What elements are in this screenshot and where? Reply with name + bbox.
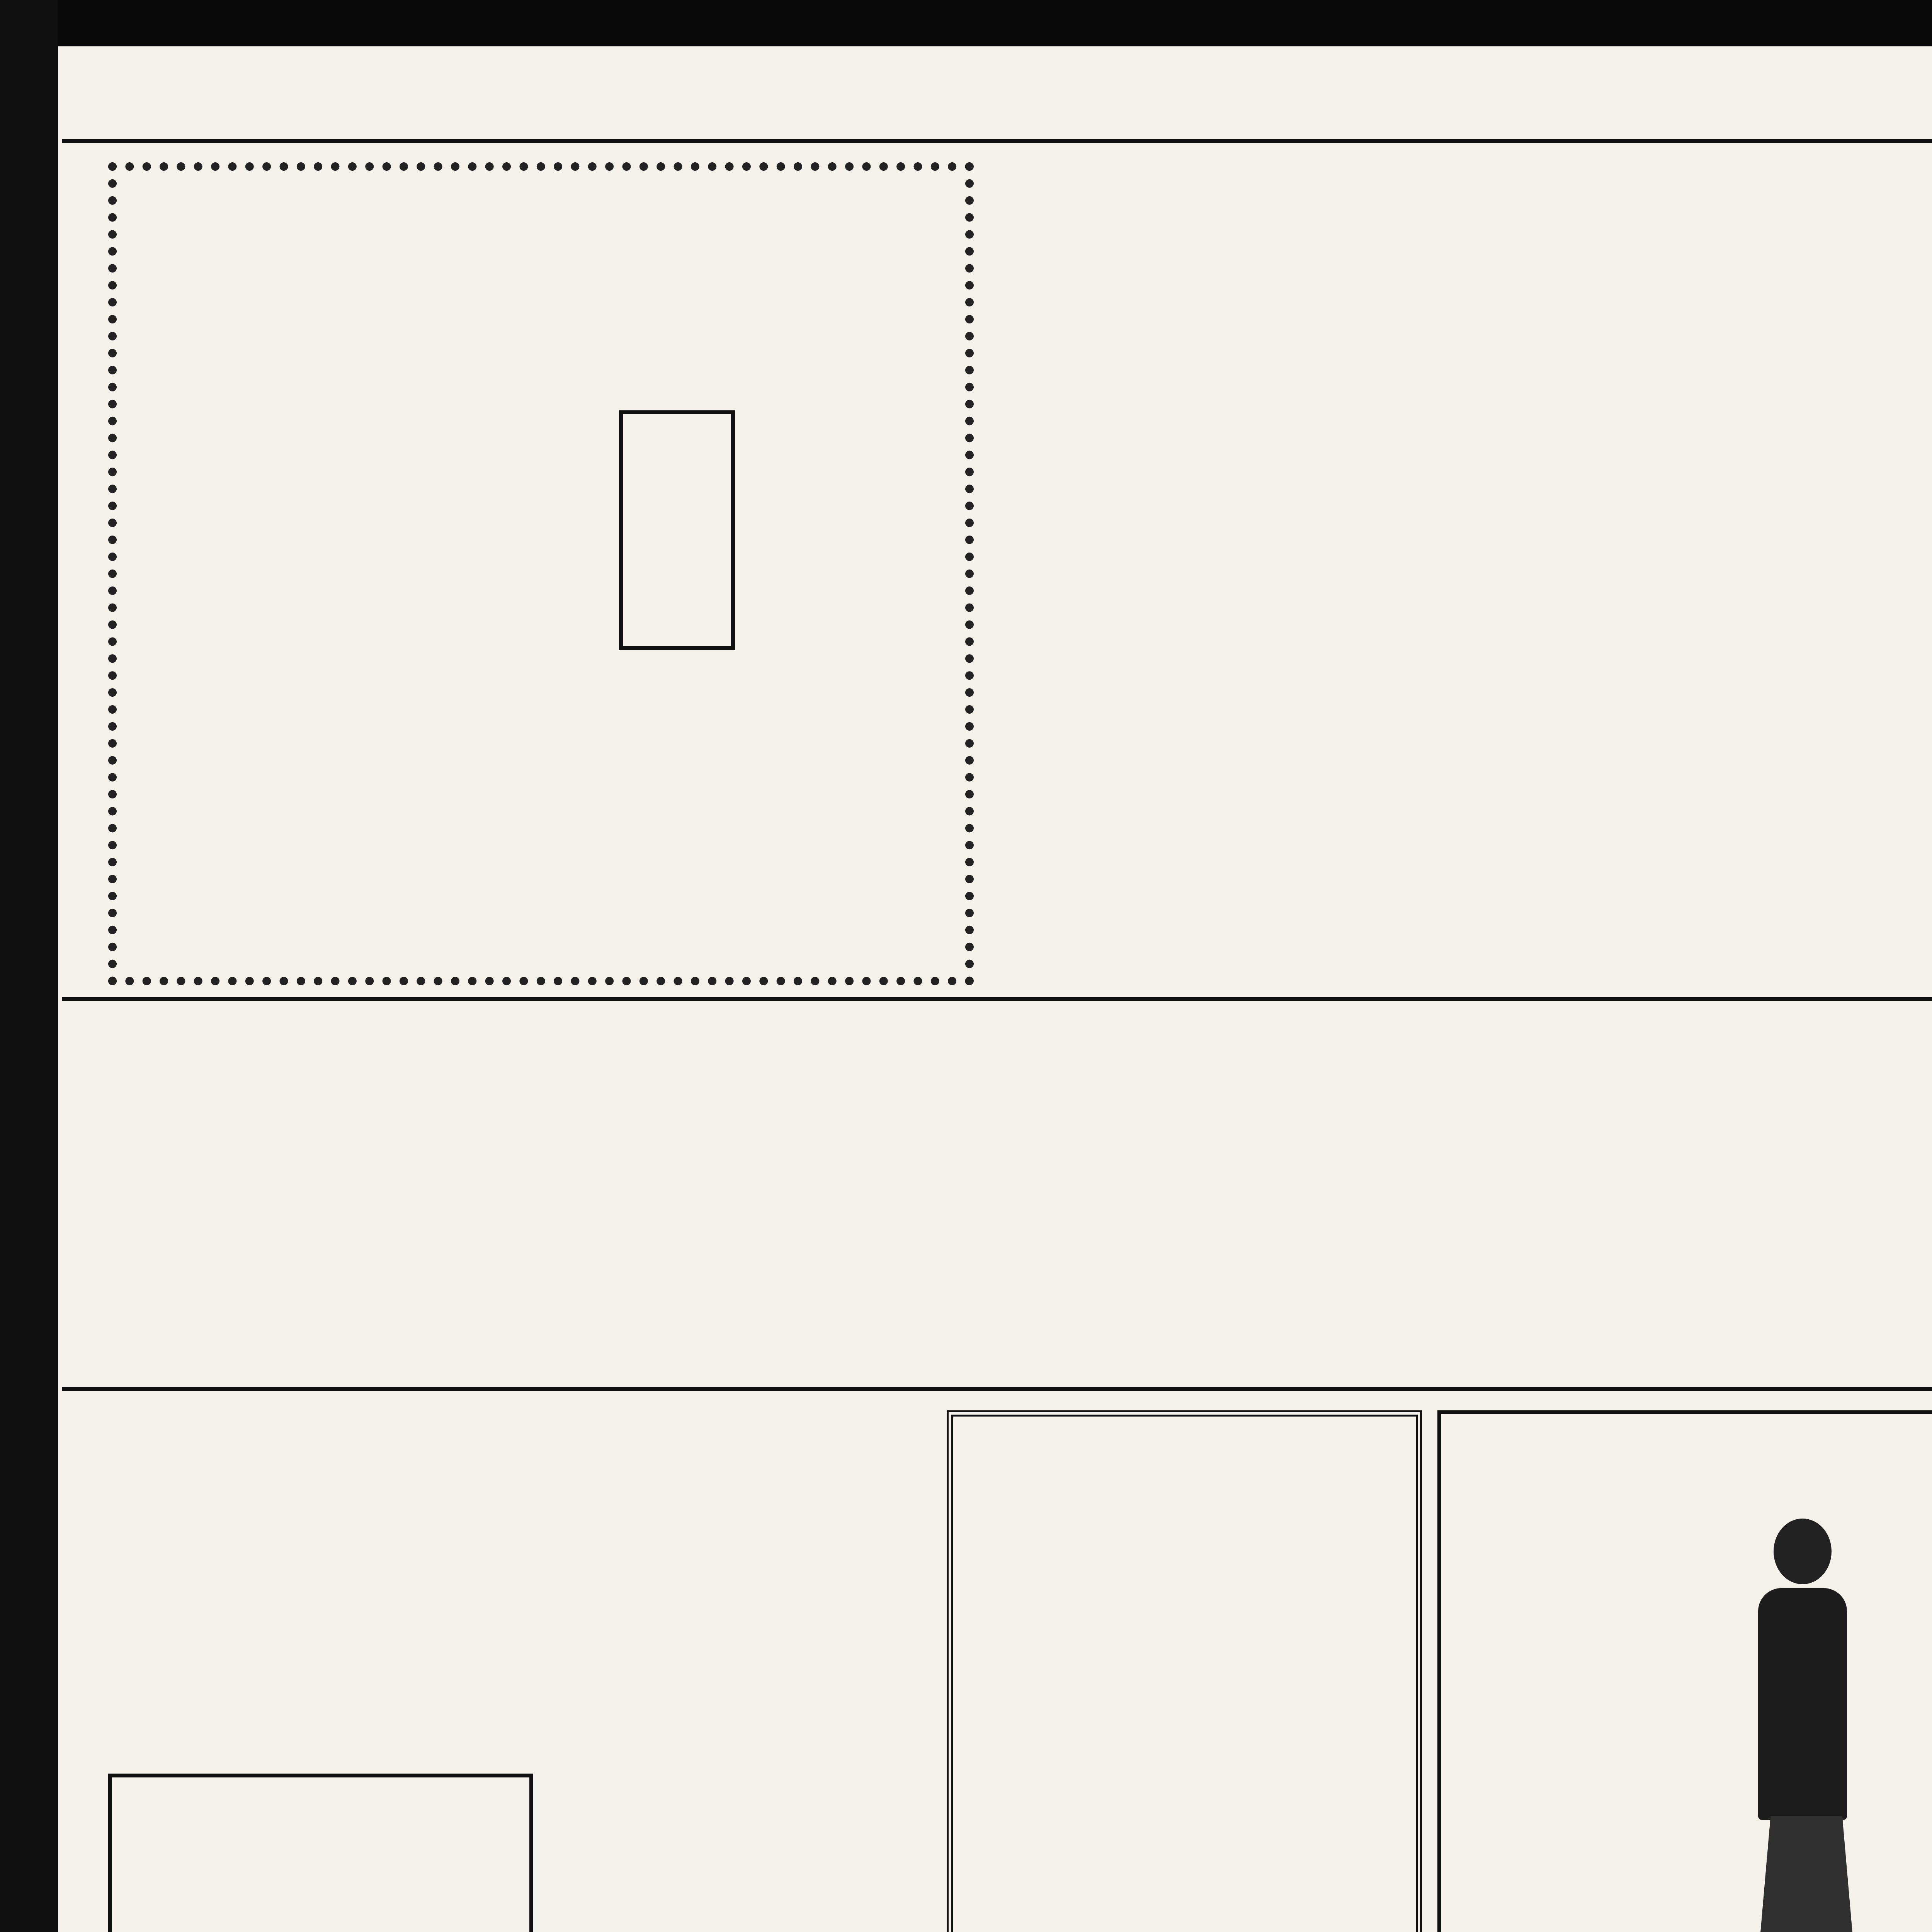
house-for-sale [545, 1414, 931, 1932]
model-illustration-jacket [1758, 1588, 1847, 1820]
model-illustration-head [1774, 1519, 1832, 1584]
masthead [62, 89, 1932, 143]
newspaper-page [62, 89, 1932, 1932]
scan-border-left [0, 0, 58, 1932]
section-rule [62, 1387, 1932, 1391]
association-anniversary-notice [947, 1410, 1422, 1932]
state-theatre-advertisement [108, 1774, 533, 1932]
product-name-box [619, 410, 735, 650]
scan-border-top [0, 0, 1932, 46]
wine-advertisement-main [108, 162, 974, 985]
notice-house-four-room [108, 1414, 487, 1762]
daytons-advertisement [1437, 1410, 1932, 1932]
model-illustration-skirt [1750, 1816, 1862, 1932]
section-rule [62, 997, 1932, 1001]
